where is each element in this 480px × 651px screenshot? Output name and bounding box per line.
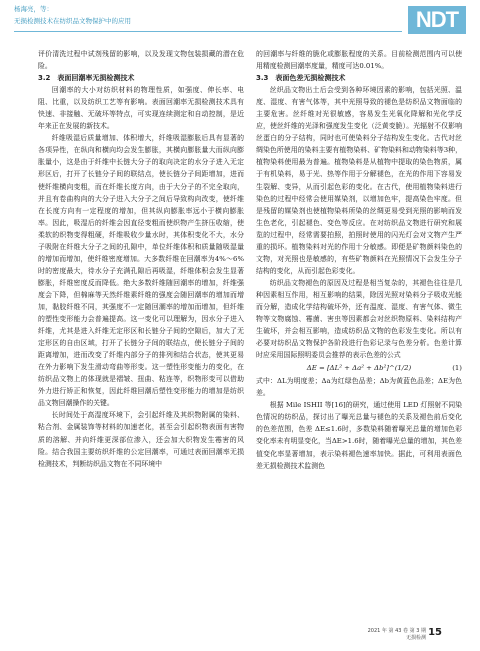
journal-logo: NDT (408, 6, 466, 34)
body-paragraph: 评价清洗过程中试剂残留的影响，以及发现文物包装损藏的潜在危险。 (38, 50, 244, 71)
body-paragraph: 丝织品文物出土后会受到各种环境因素的影响，包括光照、温度、湿度、有害气体等，其中光照导致的褪色是纺织品文物面临的主要危害。丝纤维对光很敏感，容易发生光氧化降解和光化学反应，使丝纤维的光泽和强度发生变化（泛黄变脆）。光辐射不仅影响丝蛋白的分子结构，同时也可使染料分子结构发生变化。古代对丝绸染色所使用的染料主要有植物染料、矿物染料和动物染料等3种，植物染料使用最为普遍。植物染料是从植物中提取的染色物质，属于有机染料，易于光、热等作用于分解褪色，在光的作用下容易发生裂解、变异，从而引起色彩的变化。在古代，使用植物染料进行染色的过程中经常会使用媒染剂，以增加色牢，提高染色牢度。但是残留的媒染剂也使植物染料所染的丝绸更易受到光照的影响而发生色老化，引起褪色、变色等反应。在对纺织品文物进行研究和展览的过程中，经常需要拍照，拍照时使用的闪光灯会对文物产生严重的损坏。植物染料对光的作用十分敏感。即便是矿物颜料染色的文物，对光照也是敏感的，有些矿物颜料在光照情况下会发生分子结构的变化，从而引起色彩变化。 (256, 86, 462, 275)
section-heading: 3.3 表面色差无损检测技术 (256, 74, 346, 83)
equation (256, 362, 462, 374)
section-heading: 3.2 表面回潮率无损检测技术 (38, 74, 135, 83)
equation-number: (1) (452, 364, 462, 373)
body-paragraph: 的回潮率与纤维的脆化或膨胀程度的关系。目前检测范围内可以使用精度检测回潮率度量，精度可达0.01%。 (256, 50, 462, 71)
body-paragraph: 回潮率的大小对纺织材料的物理性质，如强度、伸长率、电阻、比重，以及纺织工艺等有影响。表面回潮率无损检测技术具有快速、非接触、无破坏等特点，可实现连续测定和自动控制，是近年来正在发展的新技术。 (38, 86, 244, 131)
running-head-authors: 杨海亮，等： (14, 5, 53, 13)
body-paragraph: 纺织品文物褪色的原因及过程是相当复杂的，其褪色往往是几种因素相互作用，相互影响的结果，除因光照对染料分子吸收光能而分解，造成化学结构破坏外，还有温度、湿度、有害气体、微生物等文物腐蚀、霉菌、害虫等因素都会对丝织物原料、染料结构产生破坏，并会相互影响，造成纺织品文物的色彩发生变化。所以有必要对纺织品文物保护各阶段进行色彩记录与色差分析。色差计算时应采用国际照明委员会推荐的表示色差的公式 (256, 278, 462, 360)
page-number: 15 (428, 627, 442, 638)
equation-body: ΔE = [ΔL² + Δa² + Δb²]^(1/2) (306, 364, 412, 373)
left-column (38, 48, 244, 470)
body-paragraph: 式中：ΔL为明度差；Δa为红绿色品差；Δb为黄蓝色品差；ΔE为色差。 (256, 377, 462, 398)
footer-magazine: 无损检测 (405, 635, 426, 641)
body-paragraph: 根据 Mile ISHII 等[16]的研究，通过使用 LED 灯照射不同染色情况的纺织品，探讨出了曝光总量与褪色的关系及褪色前后变化的色差范围，色差 ΔE≤1.6时，多数染料随着曝光总量的增加色彩变化率未有明显变化，当ΔE>1.6时，随着曝光总量的增加，其色差值变化率显著增加，表示染料褪色速率加快。据此，可利用表面色差无损检测技术监测色 (256, 401, 462, 470)
running-head-title: 无损检测技术在纺织品文物保护中的应用 (14, 17, 131, 25)
page-header (0, 0, 480, 48)
page-footer (368, 627, 442, 641)
header-rule (14, 31, 402, 32)
body-paragraph: 长时间处于高湿度环境下，会引起纤维及其织物附属的染料、粘合剂、金属装饰等材料的加速老化，甚至会引起织物表面有害物质的溶解、并向纤维更深部位渗入，还会加大织物发生霉害的风险。结合我国主要纺织纤维的公定回潮率，可通过表面回潮率无损检测技术，判断纺织品文物在不同环境中 (38, 411, 244, 468)
footer-issue: 2021 年 第 43 卷 第 3 期 (367, 628, 426, 634)
right-column (256, 48, 462, 472)
body-paragraph: 纤维吸湿后质量增加、体积增大，纤维吸湿膨胀后具有显著的各项异性，在纵向和横向均会发生膨胀，其横向膨胀量大而纵向膨胀量小，这是由于纤维中长链大分子的取向决定的水分子进入无定形区后，打开了长链分子间的联结点，使长链分子间距增加，进而使纤维横向变粗，而在纤维长度方向，由于大分子的不完全取向，并且有卷曲构向的大分子进入大分子之间后导致构向改变，使纤维在长度方向有一定程度的增加，但其纵向膨胀率远小于横向膨胀率。因此，吸湿后的纤维会因直径变粗而使织物产生挤压收缩，使柔软的织物变得粗硬，纤维吸收少量水时，其体积变化不大，水分子吸附在纤维大分子之间的孔隙中，单位纤维体积和质量随吸湿量的增加而增加，使纤维密度增加。大多数纤维在回潮率为4%～6%时的密度最大，待水分子充满孔隙后再吸湿，纤维体积会发生显著膨胀，纤维密度反而降低。绝大多数纤维随回潮率的增加，纤维强度会下降，但棉麻等天然纤维素纤维的强度会随回潮率的增加而增加，黏胶纤维不同，其强度不一定随回潮率的增加而增加，但纤维的塑性变形能力会普遍提高。这一变化可以理解为，因水分子进入纤维，尤其是进入纤维无定形区和长链分子间的空隙后，加大了无定形区的自由区域，打开了长链分子间的联结点，使长链分子间的距离增加，进而改变了纤维内部分子的排列和结合状态，使其更易在外力影响下发生滑动弯曲等形变。这一塑性形变能力的变化，在纺织品文物上的体现就是褶皱、扭曲、粘连等，织物形变可以借助外力进行矫正和恢复，因此纤维回潮后塑性变形能力的增加是纺织品文物回潮操作的关键。 (38, 134, 244, 408)
